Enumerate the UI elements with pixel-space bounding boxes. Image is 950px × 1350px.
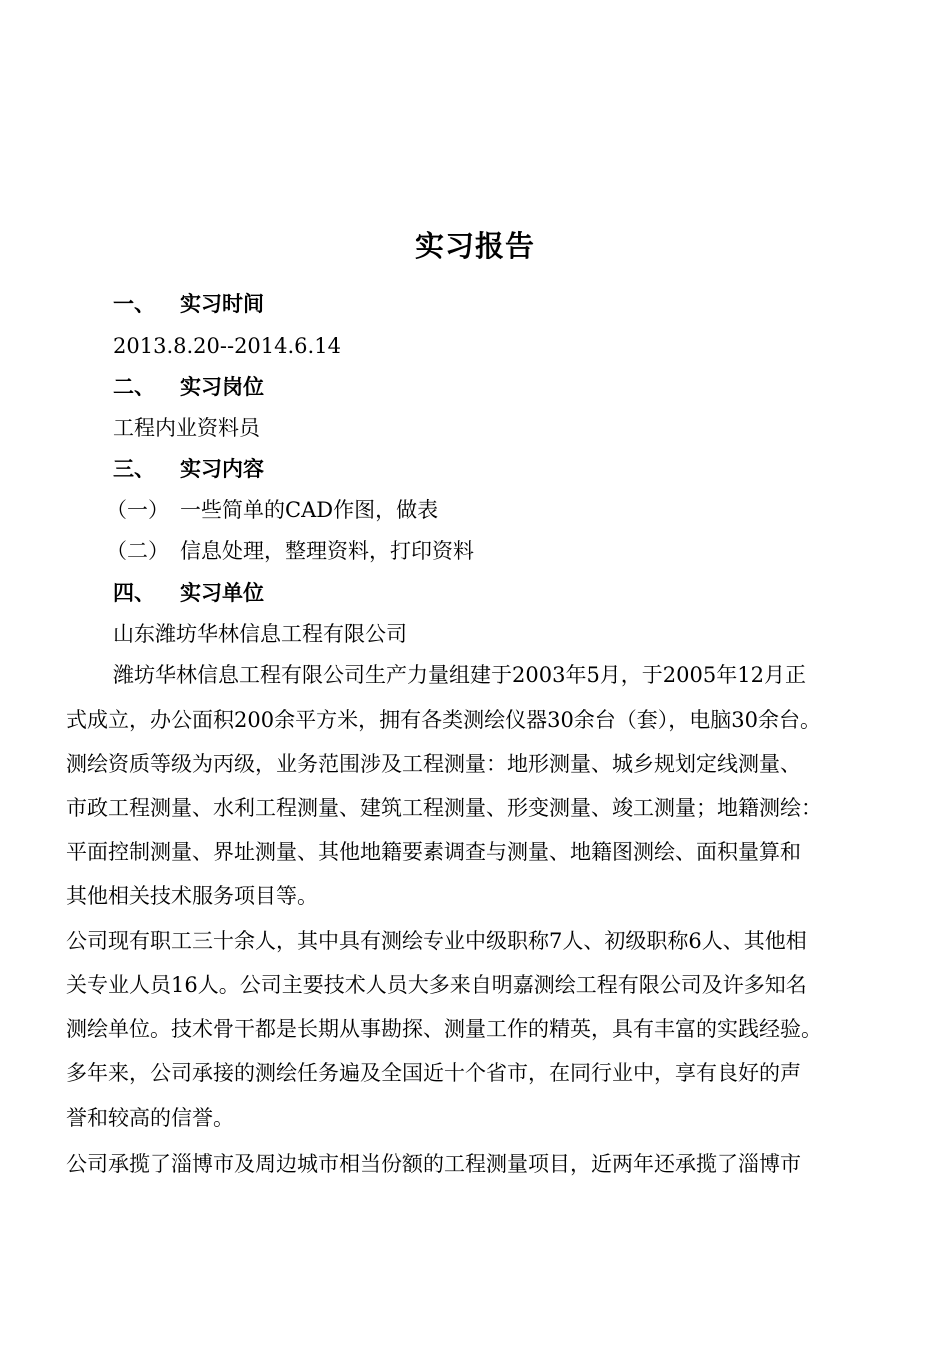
section-number: 一、 [113,291,155,316]
internship-position: 工程内业资料员 [113,416,260,440]
internship-period: 2013.8.20--2014.6.14 [113,334,341,358]
document-title: 实习报告 [414,229,535,263]
paragraph-line: 测绘资质等级为丙级，业务范围涉及工程测量：地形测量、城乡规划定线测量、 [66,752,801,776]
paragraph-line: 市政工程测量、水利工程测量、建筑工程测量、形变测量、竣工测量；地籍测绘： [66,796,822,820]
section-heading-time [113,289,264,319]
item-number: （二） [106,539,169,563]
item-text: 信息处理，整理资料，打印资料 [180,539,474,563]
item-text: 一些简单的CAD作图，做表 [180,498,439,522]
section-number: 二、 [113,374,155,399]
section-number: 三、 [113,456,155,481]
section-title: 实习时间 [180,291,264,316]
paragraph-line: 多年来，公司承接的测绘任务遍及全国近十个省市，在同行业中，享有良好的声 [66,1061,801,1085]
item-number: （一） [106,498,169,522]
paragraph-line: 平面控制测量、界址测量、其他地籍要素调查与测量、地籍图测绘、面积量算和 [66,840,801,864]
paragraph-line: 其他相关技术服务项目等。 [66,884,318,908]
section-heading-company [113,578,264,608]
content-item-1 [106,495,438,525]
company-name: 山东潍坊华林信息工程有限公司 [113,622,407,646]
section-number: 四、 [113,580,155,605]
content-item-2 [106,536,474,566]
paragraph-line: 关专业人员16人。公司主要技术人员大多来自明嘉测绘工程有限公司及许多知名 [66,973,807,997]
paragraph-line: 潍坊华林信息工程有限公司生产力量组建于2003年5月，于2005年12月正 [113,663,806,687]
paragraph-line: 誉和较高的信誉。 [66,1106,234,1130]
paragraph-line: 测绘单位。技术骨干都是长期从事勘探、测量工作的精英，具有丰富的实践经验。 [66,1017,822,1041]
paragraph-line: 式成立，办公面积200余平方米，拥有各类测绘仪器30余台（套），电脑30余台。 [66,708,822,732]
section-heading-position [113,372,264,402]
paragraph-line: 公司现有职工三十余人，其中具有测绘专业中级职称7人、初级职称6人、其他相 [66,929,807,953]
section-title: 实习单位 [180,580,264,605]
section-heading-content [113,454,264,484]
section-title: 实习内容 [180,456,264,481]
paragraph-line: 公司承揽了淄博市及周边城市相当份额的工程测量项目，近两年还承揽了淄博市 [66,1152,801,1176]
section-title: 实习岗位 [180,374,264,399]
